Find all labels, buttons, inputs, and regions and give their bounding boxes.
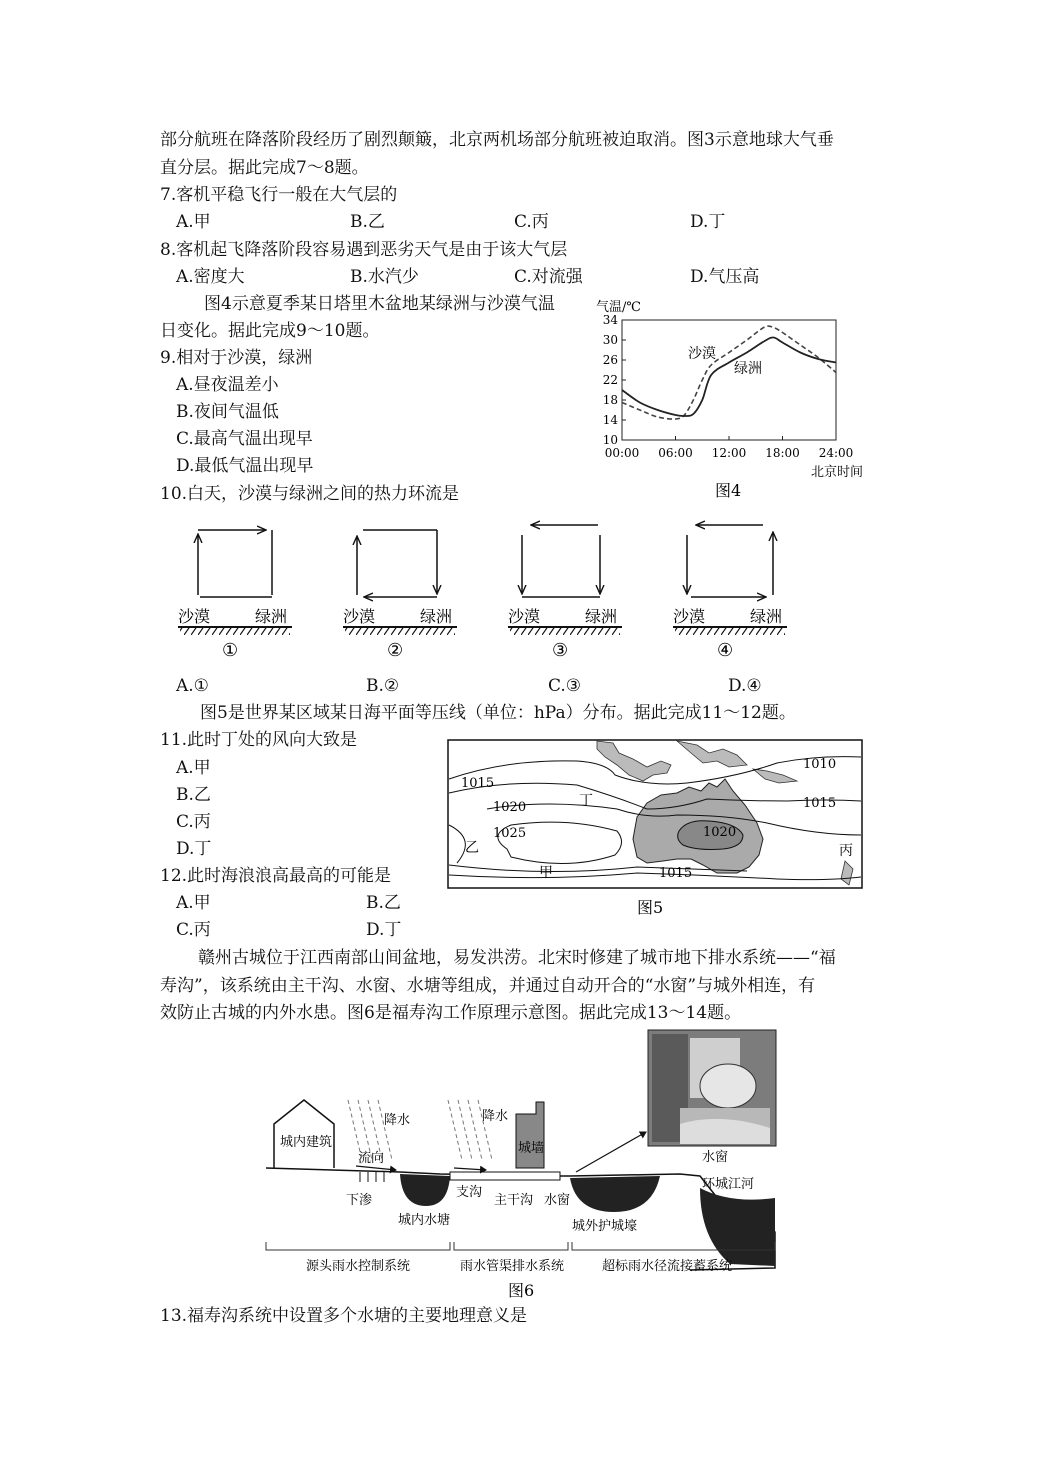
q10-option-b[interactable]: B.②: [366, 676, 400, 696]
fig4-temperature-chart: [590, 290, 880, 505]
circulation-diagram-4: [673, 525, 787, 661]
passage-line-1: 赣州古城位于江西南部山间盆地，易发洪涝。北宋时修建了城市地下排水系统——“福: [198, 948, 836, 968]
rain-label-2: 降水: [482, 1109, 509, 1124]
isobar-label-1025: 1025: [493, 826, 527, 841]
intro-line-1: 部分航班在降落阶段经历了剧烈颠簸，北京两机场部分航班被迫取消。图3示意地球大气垂: [160, 130, 834, 150]
city-wall: [516, 1102, 544, 1168]
fig5-intro: 图5是世界某区域某日海平面等压线（单位：hPa）分布。据此完成11～12题。: [200, 703, 796, 723]
q7-option-d[interactable]: D.丁: [690, 212, 726, 232]
fig6-fushougou-diagram: [260, 1028, 785, 1303]
x-tick-label: 18:00: [765, 446, 800, 460]
q9-option-a[interactable]: A.昼夜温差小: [176, 375, 279, 395]
q9-option-c[interactable]: C.最高气温出现早: [176, 429, 313, 449]
fig6-caption: 图6: [508, 1281, 535, 1300]
q7-option-a[interactable]: A.甲: [176, 212, 211, 232]
main-ditch-label: 主干沟: [494, 1193, 534, 1208]
window-label: 水窗: [544, 1193, 571, 1208]
isobar-label-1015-south: 1015: [659, 866, 693, 881]
y-tick-label: 10: [602, 433, 618, 447]
diagram-4-right-label: 绿洲: [750, 607, 783, 626]
point-ding: 丁: [579, 793, 593, 809]
water-window-photo: [648, 1030, 776, 1165]
q10-option-a[interactable]: A.①: [176, 676, 209, 696]
q10-option-c[interactable]: C.③: [548, 676, 582, 696]
seep-label: 下渗: [346, 1193, 373, 1208]
isobar-label-1015-west: 1015: [461, 776, 495, 791]
y-tick-label: 18: [602, 393, 618, 407]
q11-stem: 11.此时丁处的风向大致是: [160, 730, 358, 750]
diagram-2-left-label: 沙漠: [343, 607, 376, 626]
q12-option-b[interactable]: B.乙: [366, 893, 401, 913]
branch-label: 支沟: [456, 1185, 483, 1200]
chart-caption: 图4: [715, 481, 742, 500]
q7-option-b[interactable]: B.乙: [350, 212, 385, 232]
q9-stem: 9.相对于沙漠，绿洲: [160, 348, 313, 368]
isobar-label-1015-east: 1015: [803, 796, 837, 811]
city-moat: [570, 1176, 660, 1212]
q8-stem: 8.客机起飞降落阶段容易遇到恶劣天气是由于该大气层: [160, 240, 568, 260]
y-tick-label: 30: [602, 333, 618, 347]
diagram-4-left-label: 沙漠: [673, 607, 706, 626]
q12-option-d[interactable]: D.丁: [366, 920, 402, 940]
series-label-desert: 沙漠: [688, 346, 716, 362]
x-tick-label: 06:00: [658, 446, 693, 460]
q10-stem: 10.白天，沙漠与绿洲之间的热力环流是: [160, 484, 460, 504]
series-line-oasis: [622, 337, 836, 416]
q13-stem: 13.福寿沟系统中设置多个水塘的主要地理意义是: [160, 1306, 528, 1326]
q9-option-b[interactable]: B.夜间气温低: [176, 402, 279, 422]
city-pond: [400, 1174, 450, 1206]
x-tick-label: 00:00: [604, 446, 640, 460]
fig5-isobar-map: [447, 739, 865, 921]
fig4-intro-line-2: 日变化。据此完成9～10题。: [160, 321, 380, 341]
q11-option-c[interactable]: C.丙: [176, 812, 211, 832]
q7-stem: 7.客机平稳飞行一般在大气层的: [160, 185, 398, 205]
y-tick-label: 22: [602, 373, 618, 387]
q11-option-d[interactable]: D.丁: [176, 839, 212, 859]
diagram-2-number: ②: [387, 640, 404, 661]
q9-option-d[interactable]: D.最低气温出现早: [176, 456, 314, 476]
isobar-label-1020-west: 1020: [493, 800, 527, 815]
q12-option-a[interactable]: A.甲: [176, 893, 211, 913]
diagram-3-left-label: 沙漠: [508, 607, 541, 626]
series-line-desert: [622, 326, 836, 419]
system-label-3: 超标雨水径流接蓄系统: [602, 1259, 733, 1274]
diagram-1-right-label: 绿洲: [255, 607, 288, 626]
y-tick-label: 34: [602, 313, 618, 327]
circulation-diagram-2: [343, 530, 457, 661]
rain-label-1: 降水: [384, 1113, 411, 1128]
q12-option-c[interactable]: C.丙: [176, 920, 211, 940]
river: [700, 1188, 775, 1266]
svg-text:城墙: 城墙: [518, 1141, 545, 1156]
system-label-1: 源头雨水控制系统: [306, 1259, 411, 1274]
fig4-intro-line-1: 图4示意夏季某日塔里木盆地某绿洲与沙漠气温: [204, 294, 555, 314]
q12-stem: 12.此时海浪浪高最高的可能是: [160, 866, 392, 886]
river-label: 环城江河: [702, 1177, 755, 1192]
thermal-circulation-diagrams: [170, 515, 810, 665]
diagram-1-number: ①: [222, 640, 239, 661]
q8-option-d[interactable]: D.气压高: [690, 267, 760, 287]
point-bing: 丙: [839, 843, 853, 859]
q10-option-d[interactable]: D.④: [728, 676, 762, 696]
q7-option-c[interactable]: C.丙: [514, 212, 549, 232]
x-tick-label: 12:00: [711, 446, 747, 460]
diagram-3-number: ③: [552, 640, 569, 661]
y-tick-label: 14: [602, 413, 618, 427]
point-yi: 乙: [465, 840, 479, 856]
point-jia: 甲: [539, 865, 553, 881]
y-tick-label: 26: [602, 353, 618, 367]
city-building: [274, 1100, 334, 1168]
q8-option-a[interactable]: A.密度大: [176, 267, 245, 287]
chart-xlabel: 北京时间: [811, 465, 864, 480]
passage-line-3: 效防止古城的内外水患。图6是福寿沟工作原理示意图。据此完成13～14题。: [160, 1003, 742, 1023]
photo-label-window: 水窗: [702, 1150, 729, 1165]
q11-option-b[interactable]: B.乙: [176, 785, 211, 805]
x-tick-label: 24:00: [818, 446, 854, 460]
isobar-label-1020-australia: 1020: [703, 825, 737, 840]
svg-text:城内建筑: 城内建筑: [280, 1135, 333, 1150]
moat-label: 城外护城壕: [572, 1219, 638, 1234]
pond-label: 城内水塘: [398, 1213, 451, 1228]
q8-option-c[interactable]: C.对流强: [514, 267, 583, 287]
diagram-1-left-label: 沙漠: [178, 607, 211, 626]
q11-option-a[interactable]: A.甲: [176, 758, 211, 778]
diagram-4-number: ④: [717, 640, 734, 661]
diagram-3-right-label: 绿洲: [585, 607, 618, 626]
fig5-caption: 图5: [637, 898, 664, 917]
series-label-oasis: 绿洲: [734, 361, 762, 377]
isobar-label-1010: 1010: [803, 757, 837, 772]
chart-ylabel: 气温/℃: [596, 300, 641, 315]
diagram-2-right-label: 绿洲: [420, 607, 453, 626]
system-label-2: 雨水管渠排水系统: [460, 1259, 565, 1274]
passage-line-2: 寿沟”，该系统由主干沟、水窗、水塘等组成，并通过自动开合的“水窗”与城外相连，有: [160, 976, 816, 996]
flow-label: 流向: [358, 1151, 385, 1166]
circulation-diagram-1: [178, 530, 292, 661]
q8-option-b[interactable]: B.水汽少: [350, 267, 419, 287]
intro-line-2: 直分层。据此完成7～8题。: [160, 158, 369, 178]
circulation-diagram-3: [508, 525, 622, 661]
